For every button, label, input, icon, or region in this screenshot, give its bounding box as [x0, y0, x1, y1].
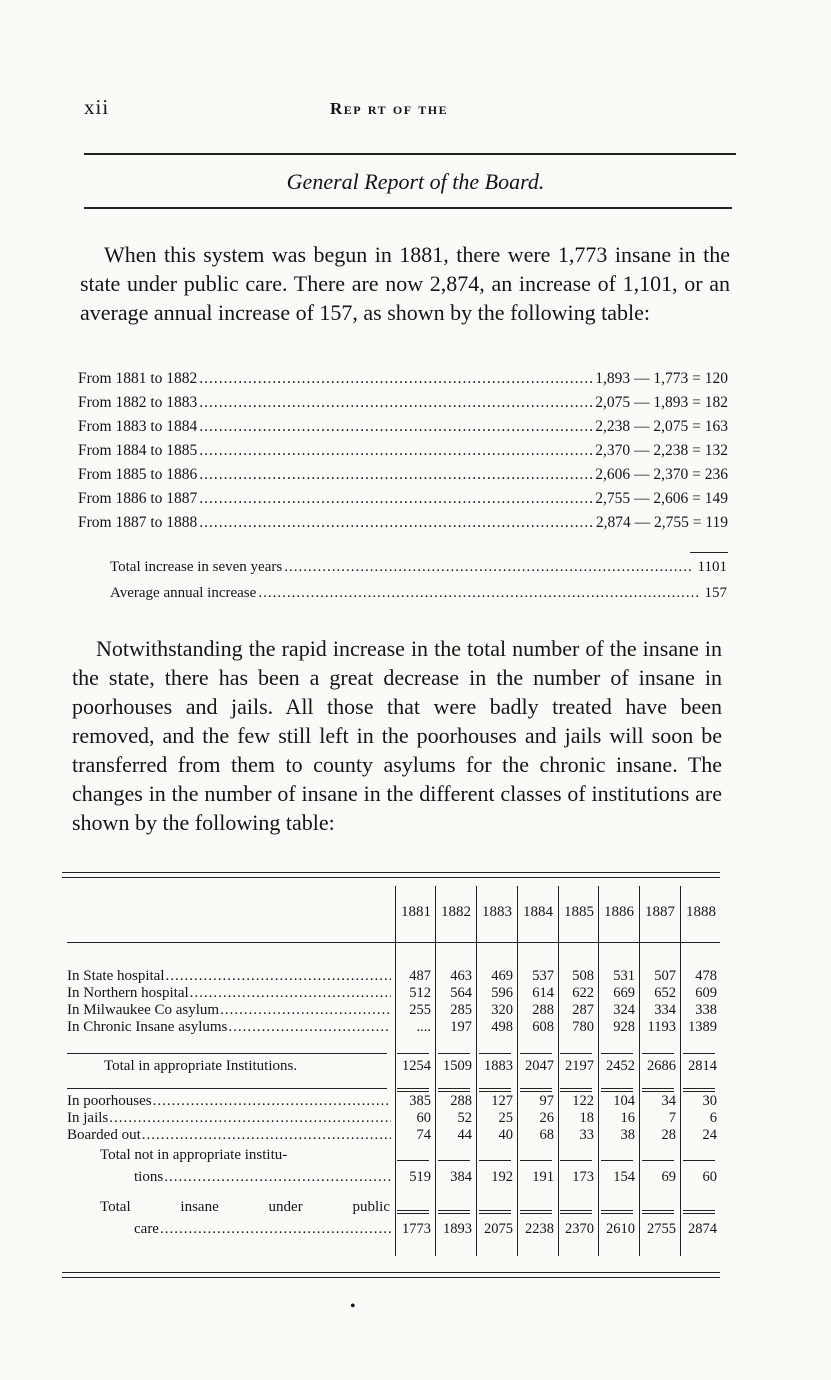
table-cell: 104	[613, 1093, 635, 1109]
group-rule	[683, 1213, 715, 1214]
table-cell: 16	[620, 1110, 635, 1126]
year-header: 1881	[401, 904, 431, 920]
table-cell: 1883	[484, 1058, 513, 1074]
institutions-table	[62, 872, 722, 1282]
year-header: 1883	[482, 904, 512, 920]
list-item-label: From 1882 to 1883	[78, 394, 198, 411]
list-item-value: 2,874 — 2,755 = 119	[595, 514, 728, 531]
table-total-label: Total insane under public	[100, 1199, 390, 1215]
row-label-text: In poorhouses	[67, 1093, 152, 1109]
group-rule	[397, 1160, 429, 1161]
group-rule	[438, 1160, 470, 1161]
total-value: 1101	[697, 559, 727, 575]
table-cell: 2452	[606, 1058, 635, 1074]
second-text: Notwithstanding the rapid increase in the total number of the insane in the state, there has been a great decrease in the number of insane in poorhouses and jails. All those that were badly treated have been removed, and the few still left in the poorhouses and jails will soon be transferred from them to county asylums for the chronic insane. The changes in the number of insane in the different classes of institutions are shown by the following table:	[72, 636, 722, 835]
group-rule	[397, 1091, 429, 1092]
list-item-label: From 1881 to 1882	[78, 370, 198, 387]
table-cell: 622	[572, 985, 594, 1001]
group-rule	[683, 1091, 715, 1092]
group-rule	[397, 1088, 429, 1089]
table-row-label	[67, 1110, 391, 1127]
table-cell: 154	[613, 1169, 635, 1185]
table-cell: 68	[539, 1127, 554, 1143]
group-rule	[438, 1210, 470, 1211]
intro-text: When this system was begun in 1881, there were 1,773 insane in the state under public care. There are now 2,874, an increase of 1,101, or an average annual increase of 157, as shown by the following table:	[80, 242, 730, 325]
table-cell: 324	[613, 1002, 635, 1018]
group-rule	[683, 1210, 715, 1211]
table-cell: 478	[695, 968, 717, 984]
page-number: xii	[84, 95, 110, 119]
list-item	[78, 460, 728, 484]
group-rule	[479, 1160, 511, 1161]
section-subhead: General Report of the Board.	[286, 169, 545, 194]
list-item-value: 2,755 — 2,606 = 149	[595, 490, 728, 507]
group-rule	[560, 1213, 592, 1214]
table-cell: 2238	[525, 1221, 554, 1237]
table-cell: 537	[532, 968, 554, 984]
table-cell: 7	[668, 1110, 676, 1126]
running-head: Rep rt of the	[330, 99, 449, 118]
table-cell: 614	[532, 985, 554, 1001]
total-row	[110, 578, 727, 602]
list-item-label: From 1883 to 1884	[78, 418, 198, 435]
table-cell: 127	[491, 1093, 513, 1109]
second-paragraph	[72, 634, 722, 837]
table-cell: 469	[491, 968, 513, 984]
row-label-text: Boarded out	[67, 1127, 141, 1143]
year-header: 1884	[523, 904, 553, 920]
table-cell: 52	[457, 1110, 472, 1126]
table-cell: 1193	[647, 1019, 676, 1035]
table-cell: 512	[409, 985, 431, 1001]
group-rule	[479, 1091, 511, 1092]
table-row-label	[67, 1019, 391, 1036]
group-rule	[683, 1088, 715, 1089]
group-rule	[642, 1210, 674, 1211]
table-cell: 463	[450, 968, 472, 984]
table-cell: 1389	[688, 1019, 717, 1035]
table-cell: 1773	[402, 1221, 431, 1237]
table-cell: 192	[491, 1169, 513, 1185]
table-bottom-rule-2	[62, 1277, 720, 1278]
list-item-value: 2,370 — 2,238 = 132	[595, 442, 728, 459]
group-rule	[520, 1053, 552, 1054]
table-total-label: Total in appropriate Institutions.	[104, 1058, 298, 1074]
list-item	[78, 364, 728, 388]
group-rule	[560, 1091, 592, 1092]
group-rule	[438, 1213, 470, 1214]
table-total-label-cont	[134, 1221, 391, 1238]
table-cell: 507	[654, 968, 676, 984]
table-cell: 285	[450, 1002, 472, 1018]
total-label: Total increase in seven years	[110, 559, 283, 575]
group-rule	[560, 1210, 592, 1211]
table-cell: 508	[572, 968, 594, 984]
table-cell: 25	[498, 1110, 513, 1126]
total-label: Average annual increase	[110, 585, 257, 601]
list-item	[78, 412, 728, 436]
table-cell: 255	[409, 1002, 431, 1018]
list-item	[78, 388, 728, 412]
group-rule	[520, 1091, 552, 1092]
group-rule	[601, 1091, 633, 1092]
table-cell: 197	[450, 1019, 472, 1035]
table-cell: 487	[409, 968, 431, 984]
group-rule	[479, 1053, 511, 1054]
table-total-label: Total not in appropriate institu-	[100, 1147, 288, 1163]
list-item-label: From 1885 to 1886	[78, 466, 198, 483]
row-label-text: care	[134, 1221, 159, 1237]
group-rule	[601, 1088, 633, 1089]
table-cell: 34	[661, 1093, 676, 1109]
table-cell: 2874	[688, 1221, 717, 1237]
table-row-label	[67, 985, 391, 1002]
total-value: 157	[704, 585, 727, 601]
table-cell: 69	[661, 1169, 676, 1185]
list-item	[78, 484, 728, 508]
table-cell: 609	[695, 985, 717, 1001]
list-item	[78, 436, 728, 460]
table-cell: 28	[661, 1127, 676, 1143]
table-cell: 334	[654, 1002, 676, 1018]
table-cell: 60	[702, 1169, 717, 1185]
year-header: 1885	[564, 904, 594, 920]
intro-paragraph	[80, 240, 730, 327]
table-cell: 498	[491, 1019, 513, 1035]
table-cell: 6	[709, 1110, 717, 1126]
table-cell: 60	[416, 1110, 431, 1126]
year-header: 1882	[441, 904, 471, 920]
table-cell: 26	[539, 1110, 554, 1126]
table-cell: 74	[416, 1127, 431, 1143]
year-header: 1888	[686, 904, 716, 920]
table-cell: 2610	[606, 1221, 635, 1237]
group-rule	[560, 1160, 592, 1161]
group-rule	[683, 1160, 715, 1161]
group-rule	[520, 1160, 552, 1161]
group-rule	[397, 1213, 429, 1214]
table-cell: 40	[498, 1127, 513, 1143]
table-cell: 1254	[402, 1058, 431, 1074]
top-rule	[84, 153, 736, 155]
table-top-rule-2	[62, 877, 720, 878]
table-cell: 44	[457, 1127, 472, 1143]
table-cell: 33	[579, 1127, 594, 1143]
table-cell: 608	[532, 1019, 554, 1035]
table-cell: 97	[539, 1093, 554, 1109]
row-label-text: In State hospital	[67, 968, 165, 984]
table-cell: 320	[491, 1002, 513, 1018]
list-item-value: 1,893 — 1,773 = 120	[595, 370, 728, 387]
table-cell: 1509	[443, 1058, 472, 1074]
group-rule	[520, 1210, 552, 1211]
table-cell: 2197	[565, 1058, 594, 1074]
table-cell: 1893	[443, 1221, 472, 1237]
total-row	[110, 552, 727, 576]
group-rule	[601, 1160, 633, 1161]
year-header: 1886	[604, 904, 634, 920]
group-rule	[560, 1053, 592, 1054]
group-rule	[560, 1088, 592, 1089]
table-cell: 596	[491, 985, 513, 1001]
table-row-label	[67, 968, 391, 985]
table-cell: 2075	[484, 1221, 513, 1237]
group-rule	[479, 1213, 511, 1214]
table-top-rule	[62, 872, 720, 873]
group-rule	[601, 1210, 633, 1211]
table-cell: 18	[579, 1110, 594, 1126]
list-item-value: 2,606 — 2,370 = 236	[595, 466, 728, 483]
table-cell: 287	[572, 1002, 594, 1018]
group-rule	[397, 1053, 429, 1054]
group-rule	[438, 1053, 470, 1054]
table-cell: 384	[450, 1169, 472, 1185]
table-cell: 122	[572, 1093, 594, 1109]
table-cell: ....	[416, 1019, 431, 1035]
group-rule	[642, 1213, 674, 1214]
table-total-label-cont	[134, 1169, 391, 1186]
table-cell: 288	[450, 1093, 472, 1109]
table-cell: 564	[450, 985, 472, 1001]
table-cell: 2047	[525, 1058, 554, 1074]
label-rule	[67, 1088, 387, 1089]
table-cell: 531	[613, 968, 635, 984]
table-cell: 385	[409, 1093, 431, 1109]
table-cell: 669	[613, 985, 635, 1001]
table-cell: 338	[695, 1002, 717, 1018]
group-rule	[397, 1210, 429, 1211]
table-row-label	[67, 1002, 391, 1019]
group-rule	[601, 1053, 633, 1054]
list-item-value: 2,238 — 2,075 = 163	[595, 418, 728, 435]
table-cell: 928	[613, 1019, 635, 1035]
table-cell: 2755	[647, 1221, 676, 1237]
year-header: 1887	[645, 904, 675, 920]
subhead-rule	[84, 207, 732, 209]
list-item-label: From 1887 to 1888	[78, 514, 198, 531]
table-cell: 288	[532, 1002, 554, 1018]
row-label-text: In Chronic Insane asylums	[67, 1019, 228, 1035]
list-item-label: From 1884 to 1885	[78, 442, 198, 459]
row-label-text: In Northern hospital	[67, 985, 189, 1001]
table-cell: 24	[702, 1127, 717, 1143]
table-cell: 2370	[565, 1221, 594, 1237]
table-cell: 30	[702, 1093, 717, 1109]
header-rule	[67, 942, 720, 943]
table-cell: 2814	[688, 1058, 717, 1074]
table-cell: 173	[572, 1169, 594, 1185]
group-rule	[520, 1088, 552, 1089]
table-bottom-rule	[62, 1272, 720, 1273]
group-rule	[642, 1091, 674, 1092]
table-cell: 38	[620, 1127, 635, 1143]
row-label-text: In Milwaukee Co asylum	[67, 1002, 220, 1018]
list-item-value: 2,075 — 1,893 = 182	[595, 394, 728, 411]
list-item-label: From 1886 to 1887	[78, 490, 198, 507]
footer-mark: •	[350, 1298, 356, 1315]
table-cell: 519	[409, 1169, 431, 1185]
table-cell: 191	[532, 1169, 554, 1185]
group-rule	[601, 1213, 633, 1214]
group-rule	[520, 1213, 552, 1214]
label-rule	[67, 1053, 387, 1054]
list-item	[78, 508, 728, 532]
group-rule	[438, 1091, 470, 1092]
group-rule	[642, 1053, 674, 1054]
group-rule	[683, 1053, 715, 1054]
table-row-label	[67, 1093, 391, 1110]
group-rule	[479, 1088, 511, 1089]
row-label-text: tions	[134, 1169, 164, 1185]
group-rule	[438, 1088, 470, 1089]
row-label-text: In jails	[67, 1110, 109, 1126]
group-rule	[642, 1160, 674, 1161]
table-row-label	[67, 1127, 391, 1144]
group-rule	[479, 1210, 511, 1211]
table-cell: 652	[654, 985, 676, 1001]
table-cell: 2686	[647, 1058, 676, 1074]
table-cell: 780	[572, 1019, 594, 1035]
group-rule	[642, 1088, 674, 1089]
